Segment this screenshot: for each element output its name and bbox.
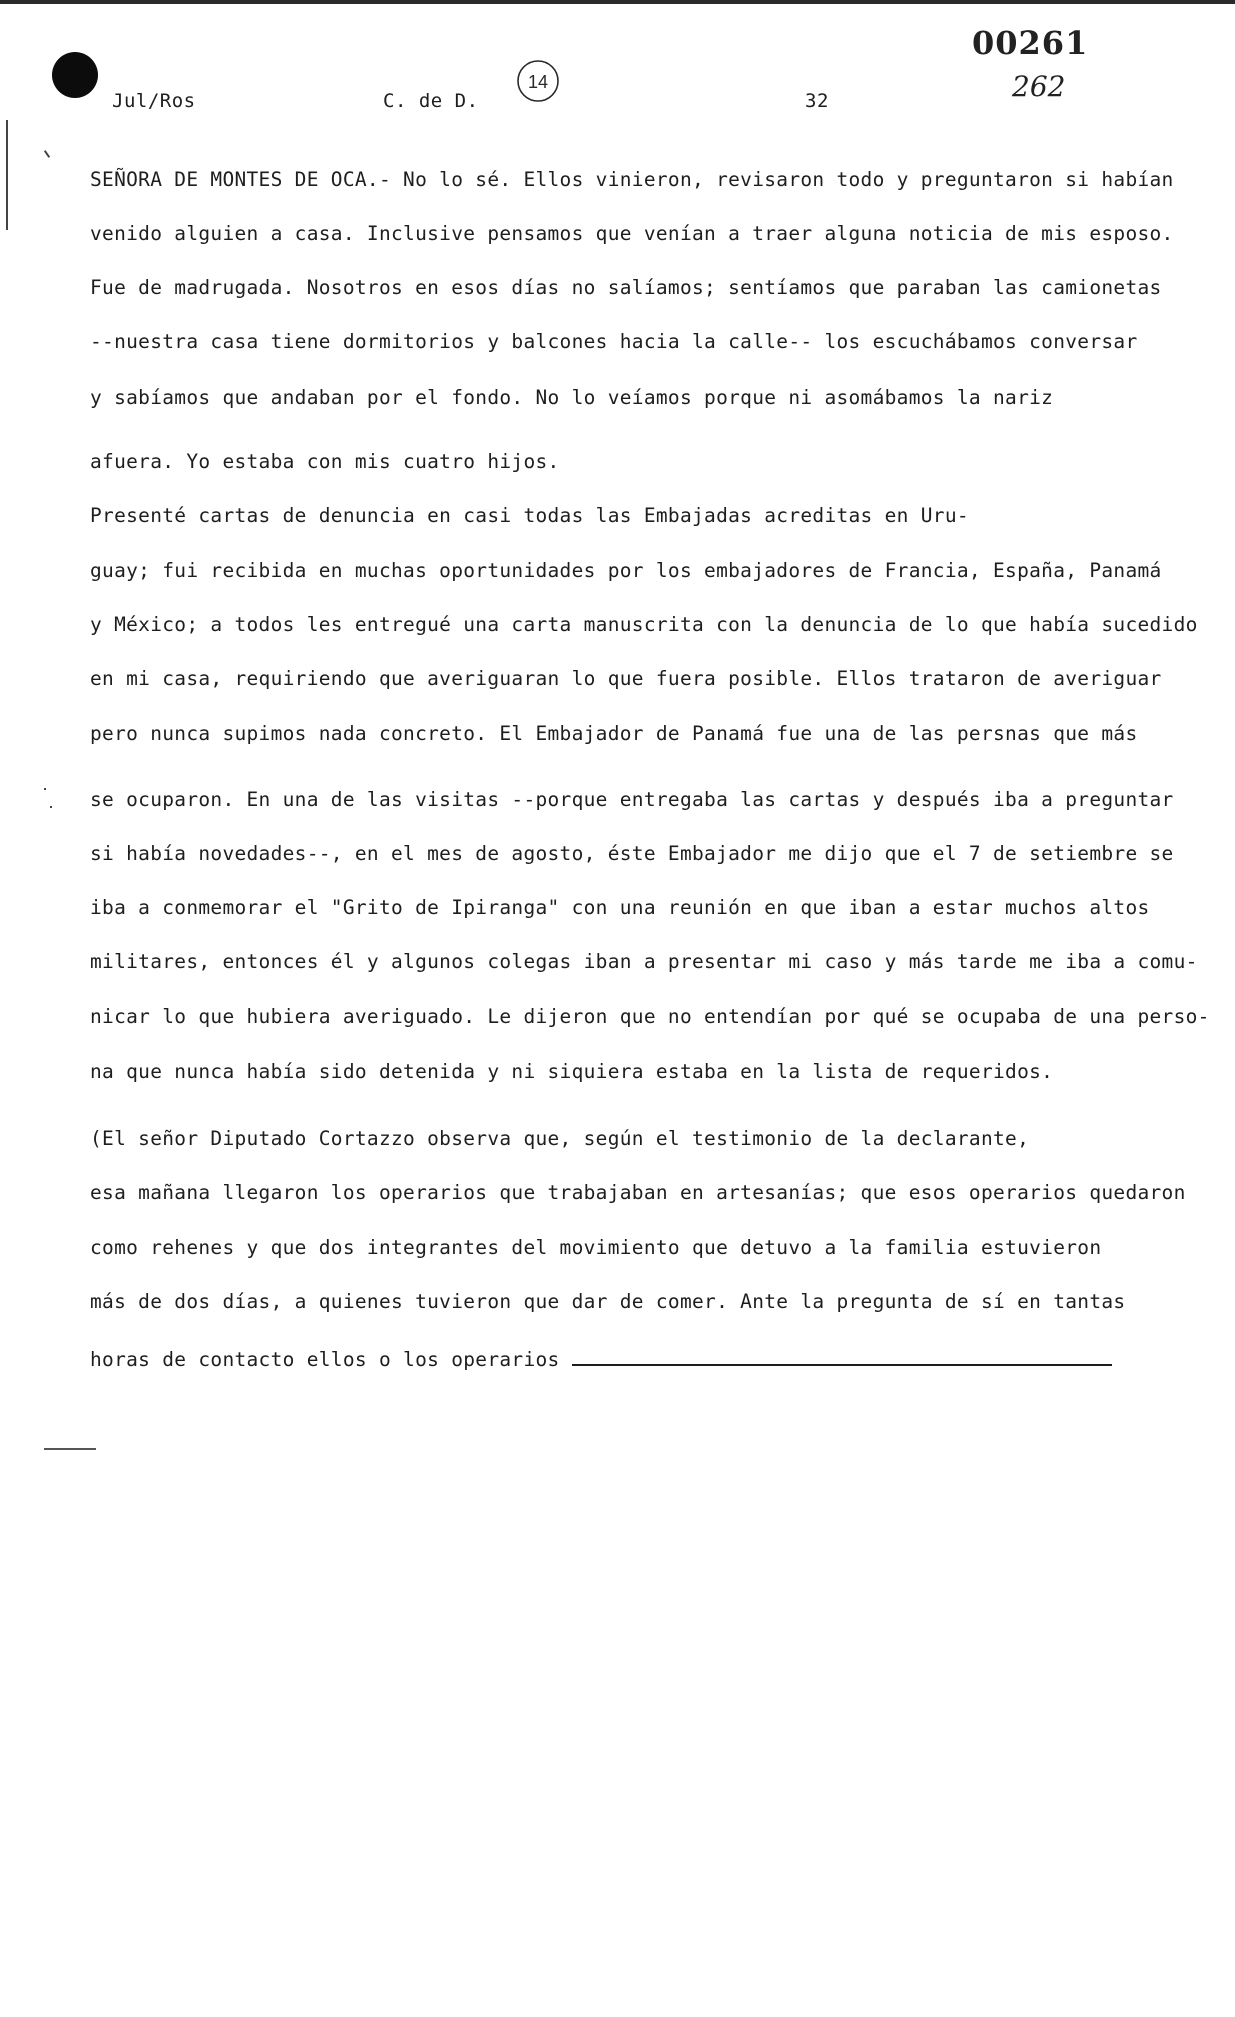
- text-line: Fue de madrugada. Nosotros en esos días no salíamos; sentíamos que paraban las camionetas: [90, 276, 1162, 299]
- handwritten-number-text: 262: [1012, 70, 1066, 103]
- stamp-number-text: 14: [527, 72, 549, 92]
- margin-mark: [6, 120, 8, 230]
- text-line: militares, entonces él y algunos colegas iban a presentar mi caso y más tarde me iba a comu-: [90, 950, 1198, 973]
- bottom-rule: [44, 1448, 96, 1450]
- text-line: y sabíamos que andaban por el fondo. No lo veíamos porque ni asomábamos la nariz: [90, 386, 1054, 409]
- text-line: y México; a todos les entregué una carta manuscrita con la denuncia de lo que había sucedido: [90, 613, 1198, 636]
- margin-dot: [50, 806, 52, 808]
- handwritten-number: [1010, 66, 1080, 106]
- archive-number: 00261: [972, 24, 1089, 62]
- text-line: iba a conmemorar el "Grito de Ipiranga" con una reunión en que iban a estar muchos altos: [90, 896, 1150, 919]
- text-line: en mi casa, requiriendo que averiguaran lo que fuera posible. Ellos trataron de averiguar: [90, 667, 1162, 690]
- text-line-final: [90, 1348, 1112, 1370]
- header-chamber: C. de D.: [383, 90, 479, 112]
- text-line: esa mañana llegaron los operarios que trabajaban en artesanías; que esos operarios quedaron: [90, 1181, 1186, 1204]
- text-line: venido alguien a casa. Inclusive pensamos que venían a traer alguna noticia de mis esposo.: [90, 222, 1174, 245]
- margin-dot: [44, 788, 46, 790]
- text-line: si había novedades--, en el mes de agosto, éste Embajador me dijo que el 7 de setiembre se: [90, 842, 1174, 865]
- text-line: pero nunca supimos nada concreto. El Embajador de Panamá fue una de las persnas que más: [90, 722, 1138, 745]
- text-line: Presenté cartas de denuncia en casi todas las Embajadas acreditas en Uru-: [90, 504, 969, 527]
- text-line-final-content: horas de contacto ellos o los operarios: [90, 1348, 560, 1371]
- header-initials: Jul/Ros: [112, 90, 196, 112]
- header-page-number: 32: [805, 90, 829, 112]
- text-line: afuera. Yo estaba con mis cuatro hijos.: [90, 450, 560, 473]
- text-line: como rehenes y que dos integrantes del movimiento que detuvo a la familia estuvieron: [90, 1236, 1102, 1259]
- top-border: [0, 0, 1235, 4]
- stamp-page-number-circle: [515, 58, 561, 104]
- fill-in-blank: [572, 1348, 1112, 1366]
- text-line: nicar lo que hubiera averiguado. Le dijeron que no entendían por qué se ocupaba de una perso-: [90, 1005, 1210, 1028]
- text-line: más de dos días, a quienes tuvieron que dar de comer. Ante la pregunta de sí en tantas: [90, 1290, 1126, 1313]
- text-line: SEÑORA DE MONTES DE OCA.- No lo sé. Ellos vinieron, revisaron todo y preguntaron si habían: [90, 168, 1174, 191]
- text-line: guay; fui recibida en muchas oportunidades por los embajadores de Francia, España, Panamá: [90, 559, 1162, 582]
- text-line: --nuestra casa tiene dormitorios y balcones hacia la calle-- los escuchábamos conversar: [90, 330, 1138, 353]
- text-line: se ocuparon. En una de las visitas --porque entregaba las cartas y después iba a preguntar: [90, 788, 1174, 811]
- punch-hole: [52, 52, 98, 98]
- margin-tick: [44, 150, 50, 158]
- text-line: na que nunca había sido detenida y ni siquiera estaba en la lista de requeridos.: [90, 1060, 1054, 1083]
- text-line: (El señor Diputado Cortazzo observa que, según el testimonio de la declarante,: [90, 1127, 1030, 1150]
